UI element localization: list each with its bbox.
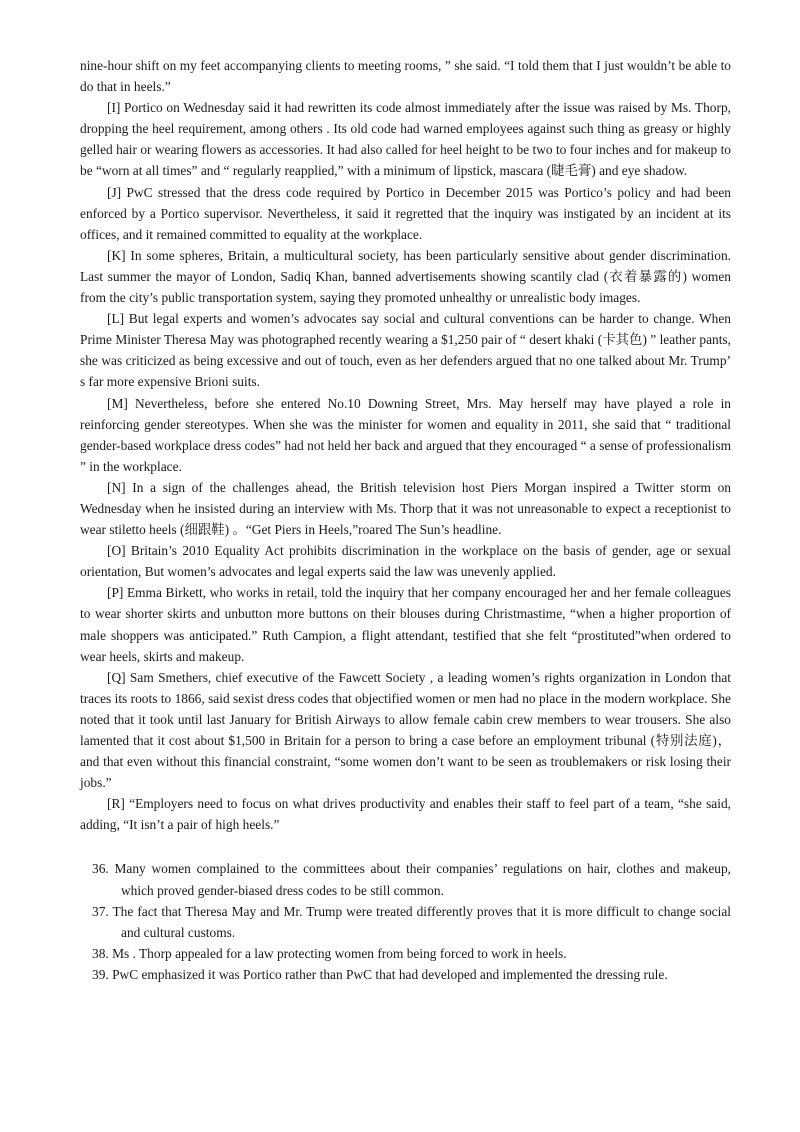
paragraph-o: [O] Britain’s 2010 Equality Act prohibits discrimination in the workplace on the basis of gender, age or sexual orientation, But women’s advocates and legal experts said the law was unevenly applied. (80, 543, 731, 580)
paragraph-r: [R] “Employers need to focus on what drives productivity and enables their staff to feel part of a team, “she said, adding, “It isn’t a pair of high heels.” (80, 796, 731, 833)
question-37: 37. The fact that Theresa May and Mr. Trump were treated differently proves that it is more difficult to change social and cultural customs. (92, 903, 731, 940)
paragraph-k: [K] In some spheres, Britain, a multicultural society, has been particularly sensitive about gender discrimination. Last summer the mayor of London, Sadiq Khan, banned advertisements showing scantily clad (衣着暴露的) women from the city’s public transportation system, saying they promoted unhealthy or unrealistic body images. (80, 247, 731, 306)
question-39: 39. PwC emphasized it was Portico rather than PwC that had developed and implemented the dressing rule. (92, 966, 668, 982)
paragraph-m: [M] Nevertheless, before she entered No.10 Downing Street, Mrs. May herself may have played a role in reinforcing gender stereotypes. When she was the minister for women and equality in 2011, she said that “ traditional gender-based workplace dress codes” had not held her back and argued that they encouraged “ a sense of professionalism ” in the workplace. (80, 395, 731, 474)
question-36: 36. Many women complained to the committees about their companies’ regulations on hair, clothes and makeup, which proved gender-biased dress codes to be still common. (92, 861, 731, 898)
paragraph-n: [N] In a sign of the challenges ahead, the British television host Piers Morgan inspired a Twitter storm on Wednesday when he insisted during an interview with Ms. Thorp that it was not unreasonable to expect a receptionist to wear stiletto heels (细跟鞋) 。“Get Piers in Heels,”roared The Sun’s headline. (80, 479, 731, 538)
paragraph-j: [J] PwC stressed that the dress code required by Portico in December 2015 was Portico’s policy and had been enforced by a Portico supervisor. Nevertheless, it said it regretted that the inquiry was instigated by an incident at its offices, and it remained committed to equality at the workplace. (80, 184, 731, 242)
paragraph-l: [L] But legal experts and women’s advocates say social and cultural conventions can be harder to change. When Prime Minister Theresa May was photographed recently wearing a $1,250 pair of “ desert khaki (卡其色) ” leather pants, she was criticized as being excessive and out of touch, even as her defenders argued that no one talked about Mr. Trump’ s far more expensive Brioni suits. (80, 311, 731, 390)
article-continuation: nine-hour shift on my feet accompanying clients to meeting rooms, ” she said. “I told them that I just wouldn’t be able to do that in heels.” (80, 58, 731, 95)
document-page (80, 55, 731, 985)
question-list (80, 858, 731, 985)
article-body (80, 55, 731, 835)
question-38: 38. Ms . Thorp appealed for a law protecting women from being forced to work in heels. (92, 945, 567, 961)
paragraph-i: [I] Portico on Wednesday said it had rewritten its code almost immediately after the issue was raised by Ms. Thorp, dropping the heel requirement, among others . Its old code had warned employees against such thing as greasy or highly gelled hair or wearing flowers as accessories. It had also called for heel height to be two to four inches and for makeup to be “worn at all times” and “ regularly reapplied,” with a minimum of lipstick, mascara (睫毛膏) and eye shadow. (80, 100, 731, 179)
paragraph-q: [Q] Sam Smethers, chief executive of the Fawcett Society , a leading women’s rights organization in London that traces its roots to 1866, said sexist dress codes that objectified women or men had no place in the modern workplace. She noted that it took until last January for British Airways to allow female cabin crew members to wear trousers. She also lamented that it cost about $1,500 in Britain for a person to bring a case before an employment tribunal (特别法庭)，and that even without this financial constraint, “some women don’t want to be seen as troublemakers or risk losing their jobs.” (80, 669, 731, 791)
paragraph-p: [P] Emma Birkett, who works in retail, told the inquiry that her company encouraged her and her female colleagues to wear shorter skirts and unbutton more buttons on their blouses during Christmastime, “when a higher proportion of male shoppers was anticipated.” Ruth Campion, a flight attendant, testified that she felt “prostituted”when ordered to wear heels, skirts and makeup. (80, 585, 731, 664)
